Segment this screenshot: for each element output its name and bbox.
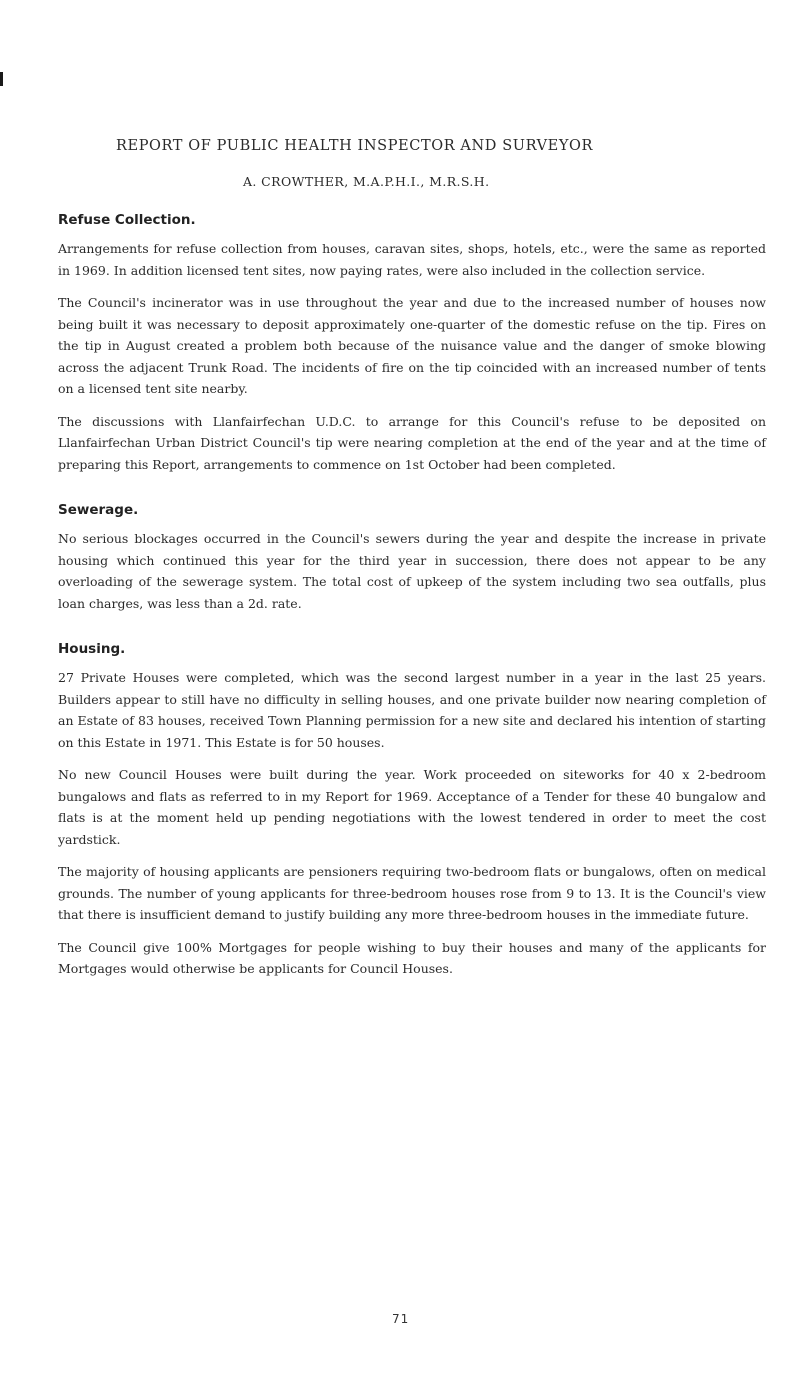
section-spacer — [58, 625, 766, 641]
section-spacer — [58, 486, 766, 502]
paragraph: The majority of housing applicants are pensioners requiring two-bedroom flats or bungalows, often on medical grounds. The number of young applicants for three-bedroom houses rose from 9 to 13. It is the Council's view that there is insufficient demand to justify building any more three-bedroom houses in the immediate future. — [58, 864, 766, 922]
report-body — [58, 212, 766, 991]
page-number: 71 — [392, 1312, 410, 1326]
section-heading: Sewerage. — [58, 502, 139, 518]
section-sewerage — [58, 502, 766, 614]
section-heading: Housing. — [58, 641, 126, 657]
author-line: A. CROWTHER, M.A.P.H.I., M.R.S.H. — [243, 174, 490, 189]
paragraph: No new Council Houses were built during the year. Work proceeded on siteworks for 40 x 2-bedroom bungalows and flats as referred to in my Report for 1969. Acceptance of a Tender for these 40 bungalow and flats is at the moment held up pending negotiations with the lowest tendered in order to meet the cost yardstick. — [58, 767, 766, 847]
section-housing — [58, 641, 766, 980]
scan-edge-mark — [0, 72, 3, 86]
paragraph: 27 Private Houses were completed, which was the second largest number in a year in the last 25 years. Builders appear to still have no difficulty in selling houses, and one private builder now nearing completion of an Estate of 83 houses, received Town Planning permission for a new site and declared his intention of starting on this Estate in 1971. This Estate is for 50 houses. — [58, 670, 766, 750]
report-title: REPORT OF PUBLIC HEALTH INSPECTOR AND SURVEYOR — [116, 138, 594, 154]
section-refuse-collection — [58, 212, 766, 475]
paragraph: No serious blockages occurred in the Council's sewers during the year and despite the increase in private housing which continued this year for the third year in succession, there does not appear to be any overloading of the sewerage system. The total cost of upkeep of the system including two sea outfalls, plus loan charges, was less than a 2d. rate. — [58, 531, 766, 611]
paragraph: Arrangements for refuse collection from houses, caravan sites, shops, hotels, etc., were the same as reported in 1969. In addition licensed tent sites, now paying rates, were also included in the collection service. — [58, 241, 766, 278]
paragraph: The discussions with Llanfairfechan U.D.C. to arrange for this Council's refuse to be deposited on Llanfairfechan Urban District Council's tip were nearing completion at the end of the year and at the time of preparing this Report, arrangements to commence on 1st October had been completed. — [58, 413, 766, 472]
paragraph: The Council's incinerator was in use throughout the year and due to the increased number of houses now being built it was necessary to deposit approximately one-quarter of the domestic refuse on the tip. Fires on the tip in August created a problem both because of the nuisance value and the danger of smoke blowing across the adjacent Trunk Road. The incidents of fire on the tip coincided with an increased number of tents on a licensed tent site nearby. — [58, 295, 766, 396]
section-heading: Refuse Collection. — [58, 212, 196, 228]
paragraph: The Council give 100% Mortgages for people wishing to buy their houses and many of the applicants for Mortgages would otherwise be applicants for Council Houses. — [58, 939, 766, 976]
